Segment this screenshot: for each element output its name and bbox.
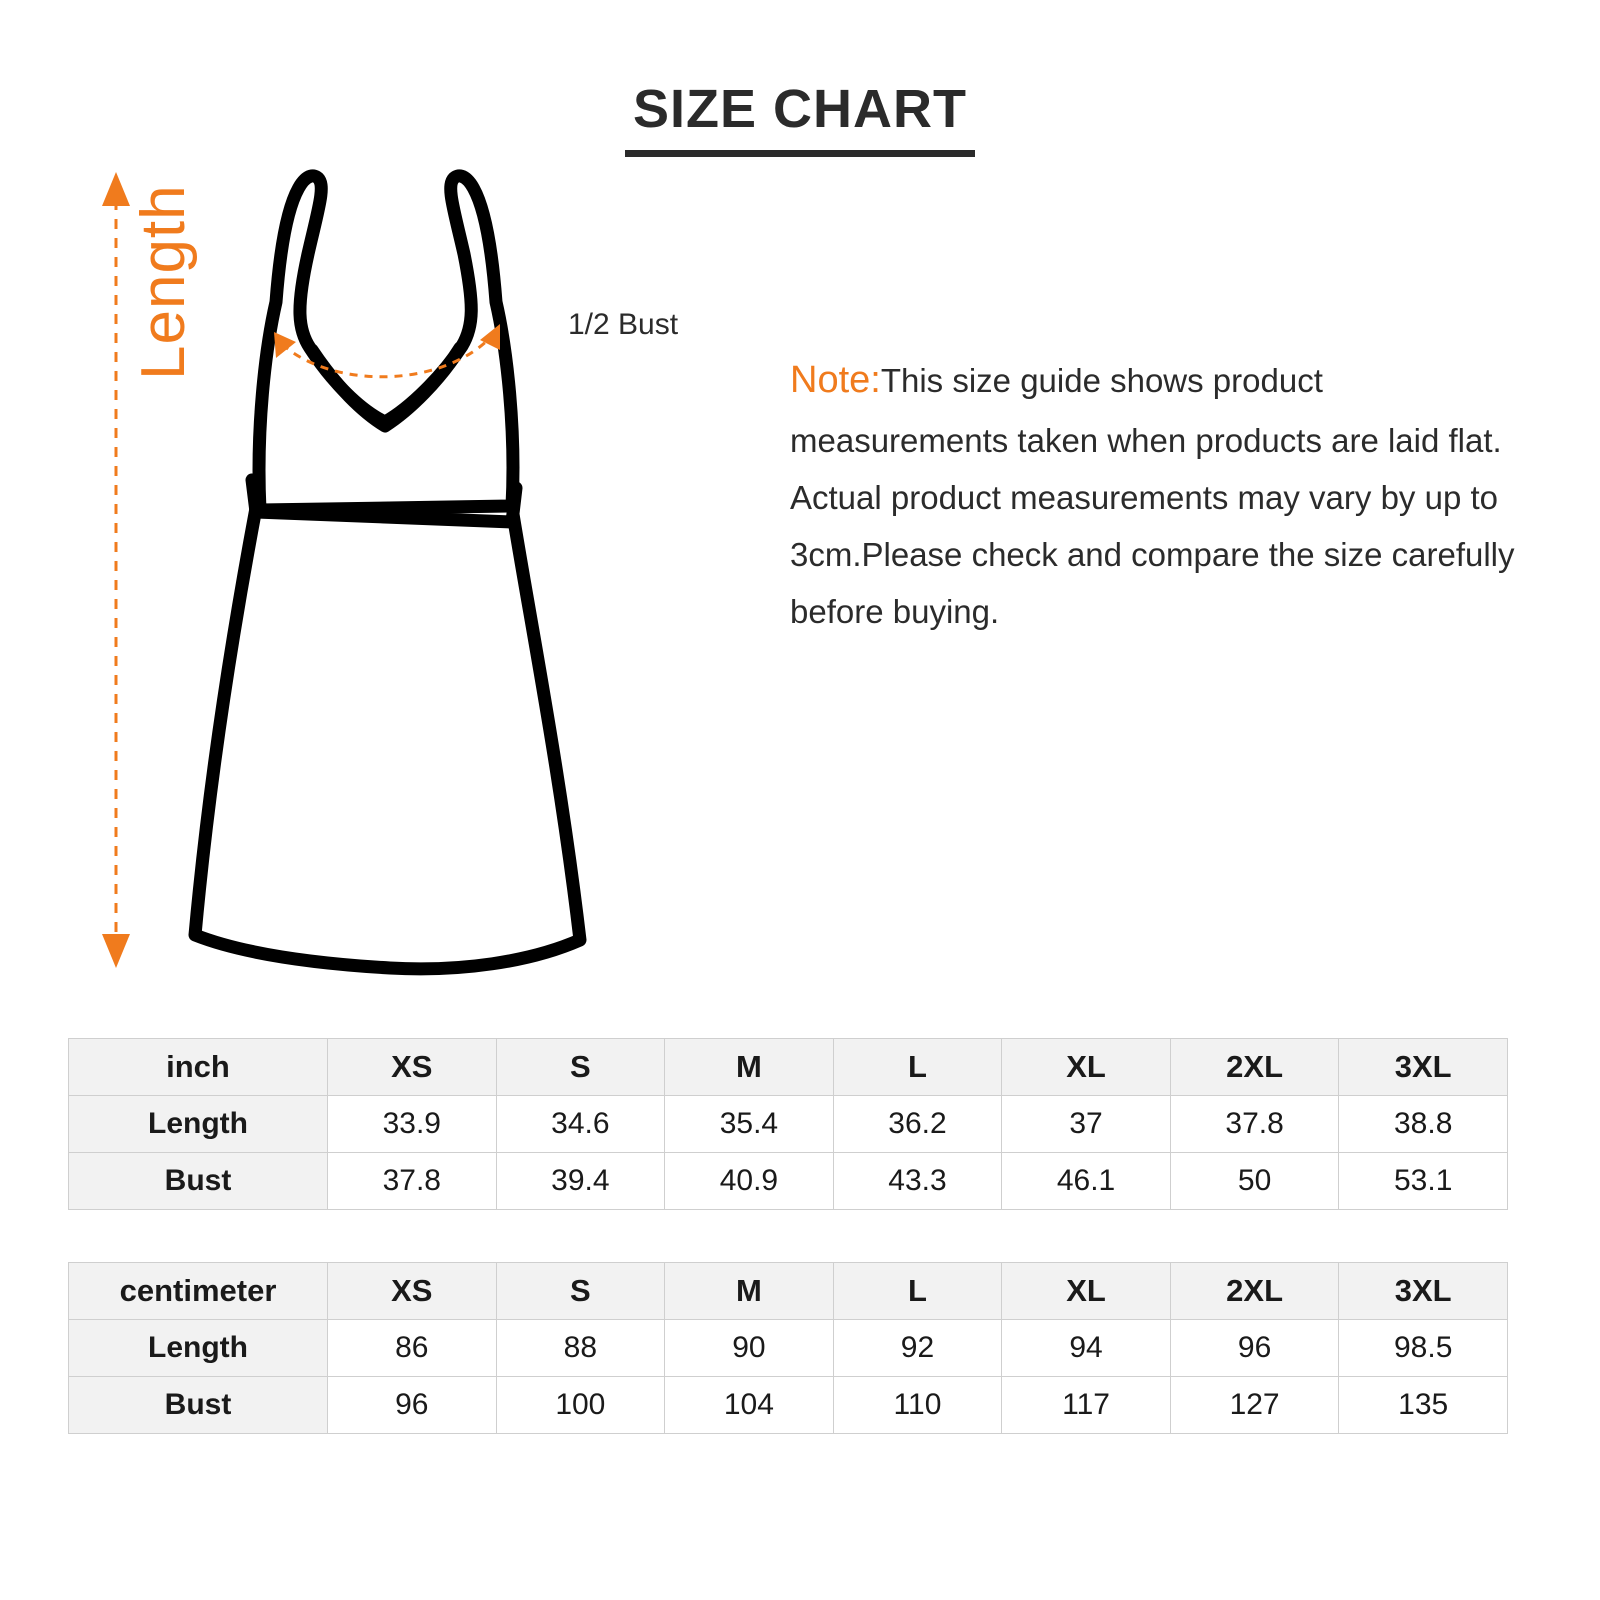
table-row [69,1096,1508,1153]
column-header-m: M [665,1263,834,1320]
dress-outline [195,176,580,969]
cell-bust-l: 43.3 [833,1153,1002,1210]
row-label-length: Length [69,1320,328,1377]
cell-bust-xs: 37.8 [328,1153,497,1210]
cell-length-m: 90 [665,1320,834,1377]
column-header-3xl: 3XL [1339,1263,1508,1320]
cell-bust-2xl: 127 [1170,1377,1339,1434]
cell-length-xs: 33.9 [328,1096,497,1153]
cell-bust-3xl: 135 [1339,1377,1508,1434]
length-dimension-label: Length [129,184,198,380]
cell-bust-xl: 117 [1002,1377,1171,1434]
cell-bust-xs: 96 [328,1377,497,1434]
page-title-text: SIZE CHART [625,78,975,157]
column-header-l: L [833,1039,1002,1096]
table-row-header [69,1039,1508,1096]
column-header-s: S [496,1039,665,1096]
cell-bust-m: 40.9 [665,1153,834,1210]
cell-bust-xl: 46.1 [1002,1153,1171,1210]
length-arrow-head-top [102,172,130,206]
row-label-bust: Bust [69,1153,328,1210]
note-keyword: Note: [790,359,881,401]
cell-length-xl: 94 [1002,1320,1171,1377]
column-header-s: S [496,1263,665,1320]
cell-length-l: 36.2 [833,1096,1002,1153]
unit-label-centimeter: centimeter [69,1263,328,1320]
table-row-header [69,1263,1508,1320]
length-arrow-head-bottom [102,934,130,968]
table-row [69,1320,1508,1377]
column-header-xs: XS [328,1039,497,1096]
cell-length-2xl: 37.8 [1170,1096,1339,1153]
cell-length-2xl: 96 [1170,1320,1339,1377]
note-block [790,348,1520,640]
cell-length-s: 88 [496,1320,665,1377]
column-header-3xl: 3XL [1339,1039,1508,1096]
cell-length-3xl: 38.8 [1339,1096,1508,1153]
column-header-2xl: 2XL [1170,1039,1339,1096]
page-title [0,78,1600,157]
column-header-xl: XL [1002,1263,1171,1320]
cell-length-s: 34.6 [496,1096,665,1153]
column-header-xl: XL [1002,1039,1171,1096]
bust-dimension-label: 1/2 Bust [568,308,679,341]
column-header-l: L [833,1263,1002,1320]
cell-bust-l: 110 [833,1377,1002,1434]
table-row [69,1153,1508,1210]
cell-length-3xl: 98.5 [1339,1320,1508,1377]
column-header-2xl: 2XL [1170,1263,1339,1320]
column-header-xs: XS [328,1263,497,1320]
size-table-centimeter [68,1262,1508,1434]
row-label-length: Length [69,1096,328,1153]
size-table-inch [68,1038,1508,1210]
cell-bust-s: 100 [496,1377,665,1434]
cell-bust-3xl: 53.1 [1339,1153,1508,1210]
column-header-m: M [665,1039,834,1096]
cell-bust-m: 104 [665,1377,834,1434]
cell-bust-s: 39.4 [496,1153,665,1210]
cell-bust-2xl: 50 [1170,1153,1339,1210]
cell-length-l: 92 [833,1320,1002,1377]
cell-length-xl: 37 [1002,1096,1171,1153]
note-body: This size guide shows product measurements taken when products are laid flat. Actual product measurements may vary by up to 3cm.Please check and compare the size carefully before buying. [790,362,1515,630]
unit-label-inch: inch [69,1039,328,1096]
row-label-bust: Bust [69,1377,328,1434]
cell-length-m: 35.4 [665,1096,834,1153]
cell-length-xs: 86 [328,1320,497,1377]
table-row [69,1377,1508,1434]
